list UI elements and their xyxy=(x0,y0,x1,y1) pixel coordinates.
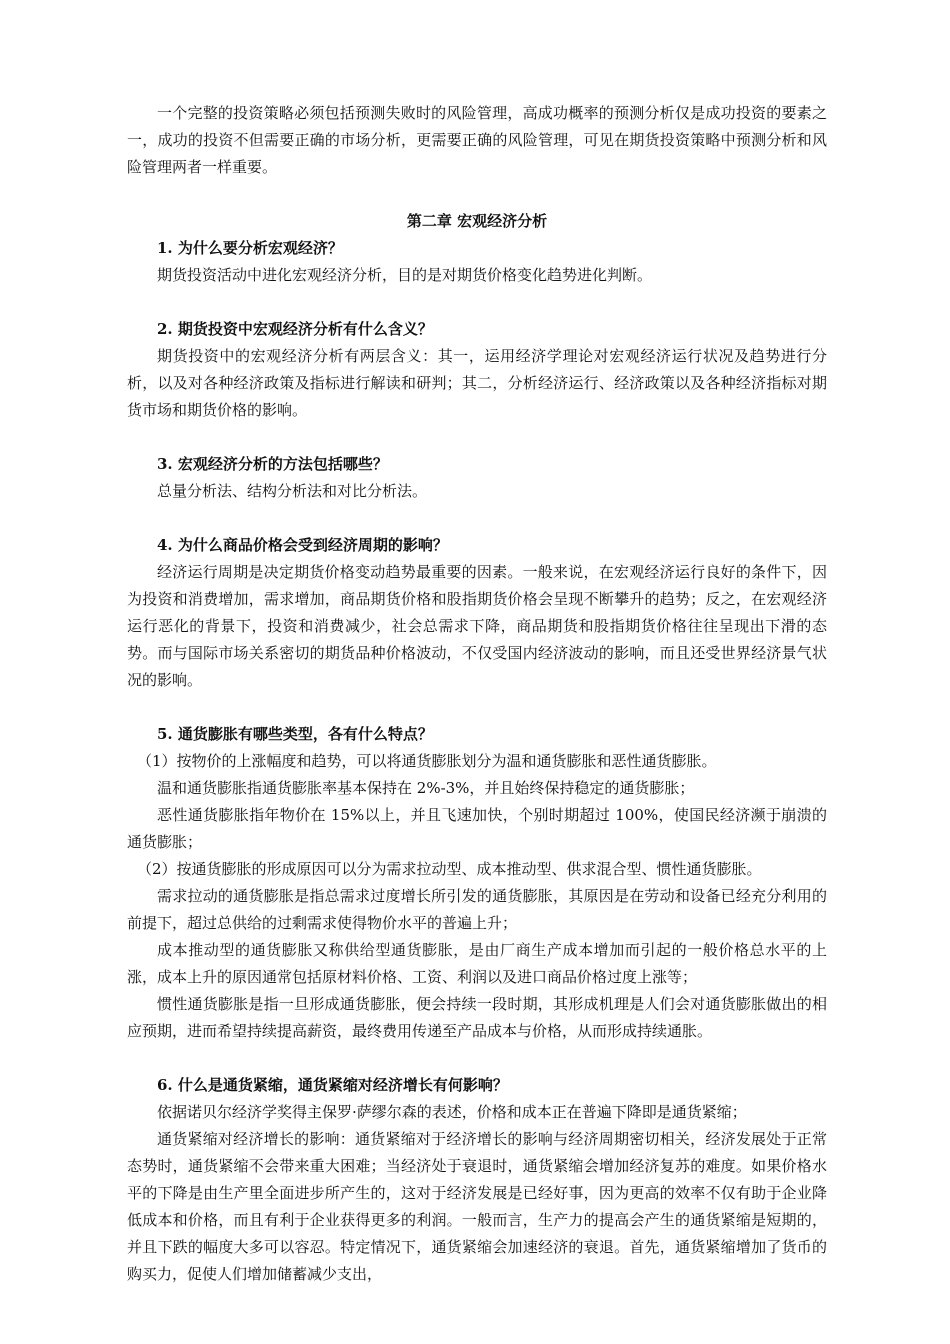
answer-paragraph: （1）按物价的上涨幅度和趋势，可以将通货膨胀划分为温和通货膨胀和恶性通货膨胀。 xyxy=(137,752,717,770)
answer-paragraph: 温和通货膨胀指通货膨胀率基本保持在 2%-3%，并且始终保持稳定的通货膨胀； xyxy=(157,779,695,797)
answer-paragraph: 期货投资中的宏观经济分析有两层含义：其一，运用经济学理论对宏观经济运行状况及趋势进行分析，以及对各种经济政策及指标进行解读和研判；其二，分析经济运行、经济政策以及各种经济指标对期货市场和期货价格的影响。 xyxy=(127,347,827,419)
answer-paragraph: 依据诺贝尔经济学奖得主保罗·萨缪尔森的表述，价格和成本正在普遍下降即是通货紧缩； xyxy=(157,1103,747,1121)
question-heading: 6. 什么是通货紧缩，通货紧缩对经济增长有何影响？ xyxy=(157,1076,508,1094)
answer-paragraph: 通货紧缩对经济增长的影响：通货紧缩对于经济增长的影响与经济周期密切相关，经济发展处于正常态势时，通货紧缩不会带来重大困难；当经济处于衰退时，通货紧缩会增加经济复苏的难度。如果价格水平的下降是由生产里全面进步所产生的，这对于经济发展是已经好事，因为更高的效率不仅有助于企业降低成本和价格，而且有利于企业获得更多的利润。一般而言，生产力的提高会产生的通货紧缩是短期的，并且下跌的幅度大多可以容忍。特定情况下，通货紧缩会加速经济的衰退。首先，通货紧缩增加了货币的购买力，促使人们增加储蓄减少支出， xyxy=(127,1130,827,1283)
answer-paragraph: 需求拉动的通货膨胀是指总需求过度增长所引发的通货膨胀，其原因是在劳动和设备已经充分利用的前提下，超过总供给的过剩需求使得物价水平的普遍上升； xyxy=(127,887,827,932)
answer-paragraph: （2）按通货膨胀的形成原因可以分为需求拉动型、成本推动型、供求混合型、惯性通货膨胀。 xyxy=(137,860,762,878)
answer-paragraph: 期货投资活动中进化宏观经济分析，目的是对期货价格变化趋势进化判断。 xyxy=(157,266,653,284)
answer-paragraph: 经济运行周期是决定期货价格变动趋势最重要的因素。一般来说，在宏观经济运行良好的条件下，因为投资和消费增加，需求增加，商品期货价格和股指期货价格会呈现不断攀升的趋势；反之，在宏观经济运行恶化的背景下，投资和消费减少，社会总需求下降，商品期货和股指期货价格往往呈现出下滑的态势。而与国际市场关系密切的期货品种价格波动，不仅受国内经济波动的影响，而且还受世界经济景气状况的影响。 xyxy=(127,563,827,689)
document-page xyxy=(127,100,827,1288)
question-heading: 2. 期货投资中宏观经济分析有什么含义？ xyxy=(157,320,433,338)
question-heading: 3. 宏观经济分析的方法包括哪些？ xyxy=(157,455,388,473)
chapter-title: 第二章 宏观经济分析 xyxy=(406,212,548,230)
question-heading: 4. 为什么商品价格会受到经济周期的影响？ xyxy=(157,536,448,554)
intro-paragraph: 一个完整的投资策略必须包括预测失败时的风险管理，高成功概率的预测分析仅是成功投资的要素之一，成功的投资不但需要正确的市场分析，更需要正确的风险管理，可见在期货投资策略中预测分析和风险管理两者一样重要。 xyxy=(127,104,827,176)
answer-paragraph: 总量分析法、结构分析法和对比分析法。 xyxy=(157,482,428,500)
question-heading: 5. 通货膨胀有哪些类型，各有什么特点？ xyxy=(157,725,433,743)
question-heading: 1. 为什么要分析宏观经济？ xyxy=(157,239,343,257)
answer-paragraph: 恶性通货膨胀指年物价在 15%以上，并且飞速加快，个别时期超过 100%，使国民经济濒于崩溃的通货膨胀； xyxy=(127,806,827,851)
answer-paragraph: 成本推动型的通货膨胀又称供给型通货膨胀，是由厂商生产成本增加而引起的一般价格总水平的上涨，成本上升的原因通常包括原材料价格、工资、利润以及进口商品价格过度上涨等； xyxy=(127,941,827,986)
answer-paragraph: 惯性通货膨胀是指一旦形成通货膨胀，便会持续一段时期，其形成机理是人们会对通货膨胀做出的相应预期，进而希望持续提高薪资，最终费用传递至产品成本与价格，从而形成持续通胀。 xyxy=(127,995,827,1040)
